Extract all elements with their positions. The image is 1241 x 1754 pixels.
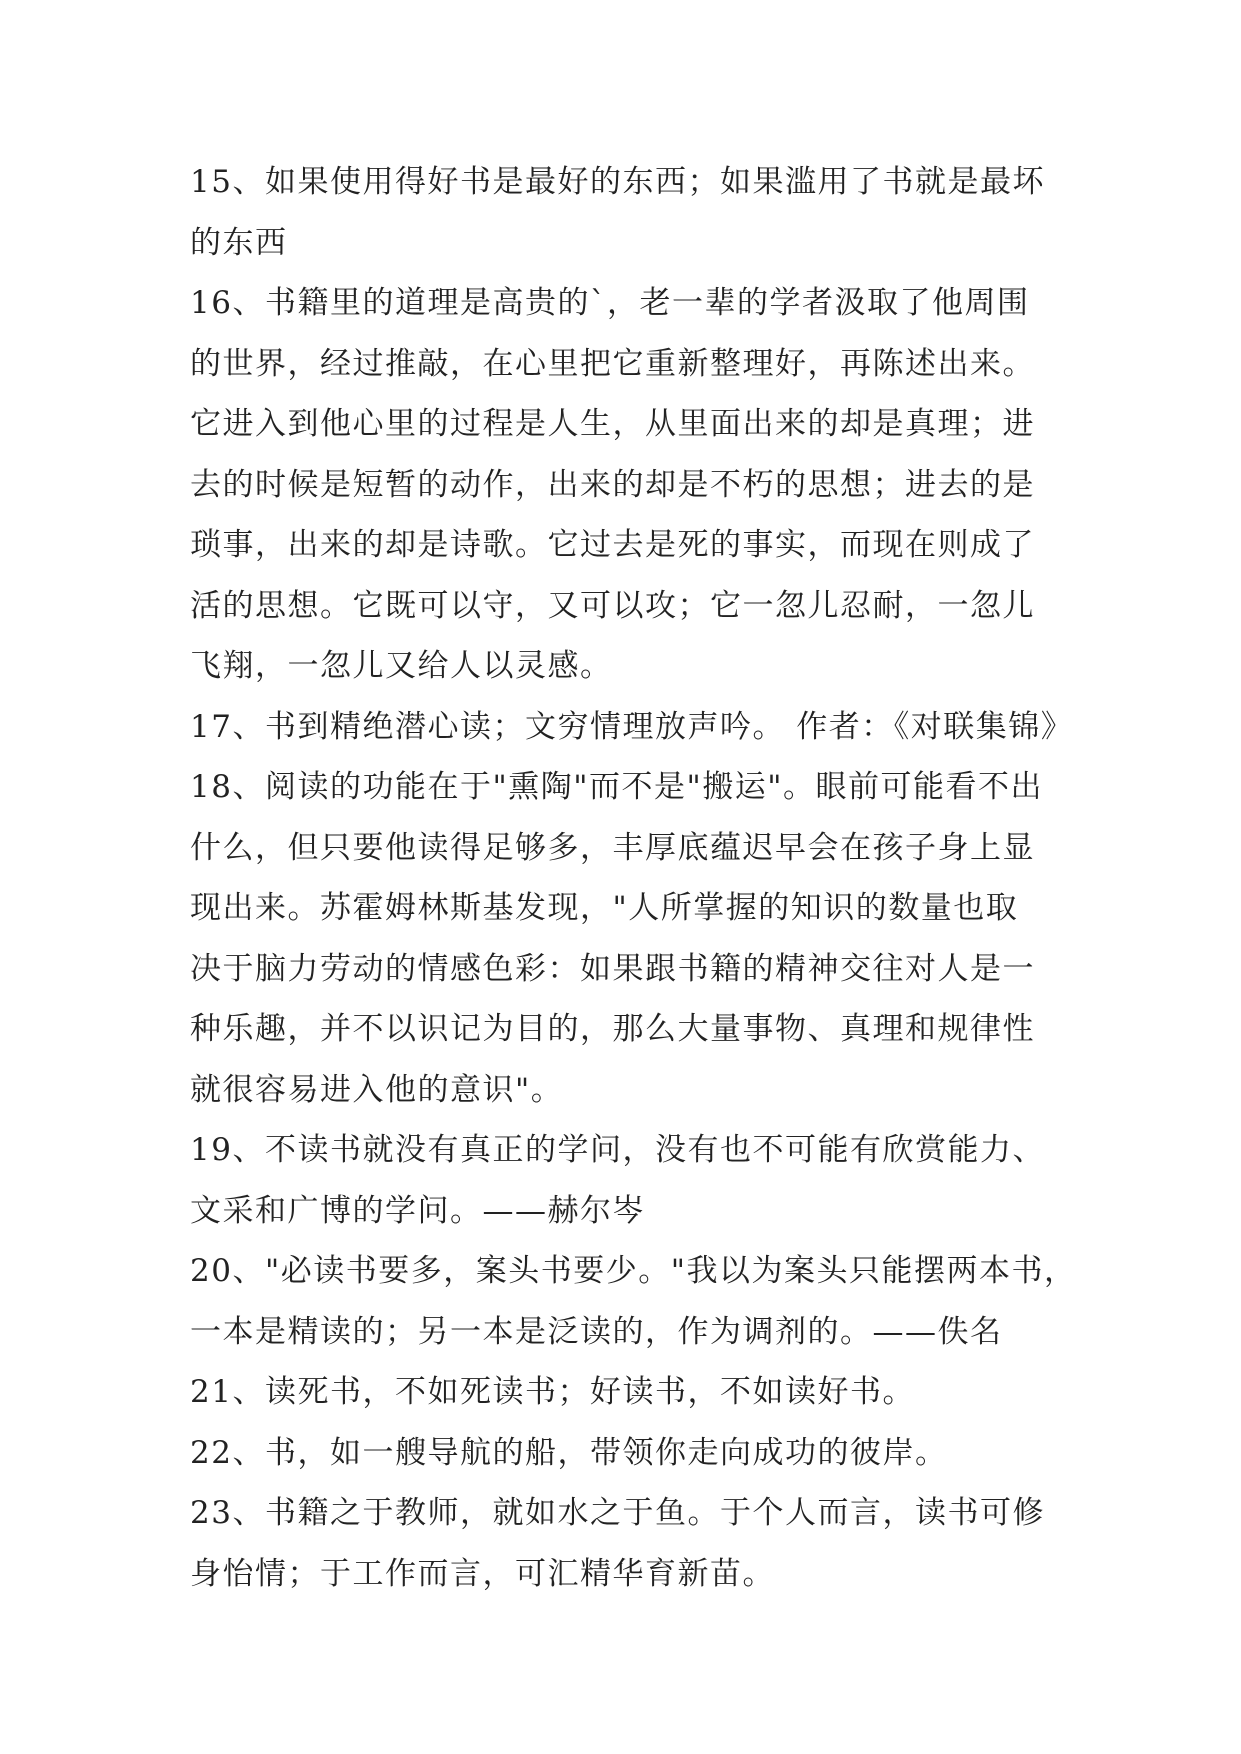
text-line: 现出来。苏霍姆林斯基发现，"人所掌握的知识的数量也取	[190, 890, 1019, 926]
text-line: 15、如果使用得好书是最好的东西；如果滥用了书就是最坏	[190, 164, 1045, 200]
text-line: 20、"必读书要多，案头书要少。"我以为案头只能摆两本书，	[190, 1253, 1077, 1289]
text-line: 23、书籍之于教师，就如水之于鱼。于个人而言，读书可修	[190, 1495, 1045, 1531]
text-line: 决于脑力劳动的情感色彩：如果跟书籍的精神交往对人是一	[190, 950, 1035, 987]
quote-19	[190, 1120, 1070, 1241]
quote-list	[190, 152, 1077, 1604]
text-line: 活的思想。它既可以守，又可以攻；它一忽儿忍耐，一忽儿	[190, 587, 1035, 624]
text-line: 种乐趣，并不以识记为目的，那么大量事物、真理和规律性	[190, 1011, 1035, 1047]
text-line: 琐事，出来的却是诗歌。它过去是死的事实，而现在则成了	[190, 527, 1035, 563]
text-line: 一本是精读的；另一本是泛读的，作为调剂的。——佚名	[190, 1313, 1003, 1350]
quote-17	[190, 697, 1074, 758]
text-line: 就很容易进入他的意识"。	[190, 1071, 564, 1108]
text-line: 文采和广博的学问。——赫尔岑	[190, 1192, 645, 1229]
quote-21	[190, 1362, 1070, 1423]
text-line: 什么，但只要他读得足够多，丰厚底蕴迟早会在孩子身上显	[190, 829, 1035, 866]
text-line: 17、书到精绝潜心读；文穷情理放声吟。 作者：《对联集锦》	[190, 708, 1074, 745]
quote-23	[190, 1483, 1070, 1604]
text-line: 22、书，如一艘导航的船，带领你走向成功的彼岸。	[190, 1434, 948, 1471]
quote-15	[190, 152, 1070, 273]
text-line: 19、不读书就没有真正的学问，没有也不可能有欣赏能力、	[190, 1132, 1045, 1168]
quote-20	[190, 1241, 1077, 1362]
quote-16	[190, 273, 1070, 697]
text-line: 它进入到他心里的过程是人生，从里面出来的却是真理；进	[190, 406, 1035, 442]
text-line: 18、阅读的功能在于"熏陶"而不是"搬运"。眼前可能看不出	[190, 769, 1043, 805]
text-line: 飞翔，一忽儿又给人以灵感。	[190, 648, 613, 684]
text-line: 的东西	[190, 224, 288, 261]
text-line: 21、读死书，不如死读书；好读书，不如读好书。	[190, 1374, 915, 1410]
text-line: 的世界，经过推敲，在心里把它重新整理好，再陈述出来。	[190, 345, 1035, 382]
quote-22	[190, 1423, 1070, 1484]
quote-18	[190, 757, 1070, 1120]
text-line: 去的时候是短暂的动作，出来的却是不朽的思想；进去的是	[190, 466, 1035, 503]
text-line: 16、书籍里的道理是高贵的`，老一辈的学者汲取了他周围	[190, 285, 1030, 321]
text-line: 身怡情；于工作而言，可汇精华育新苗。	[190, 1555, 775, 1592]
